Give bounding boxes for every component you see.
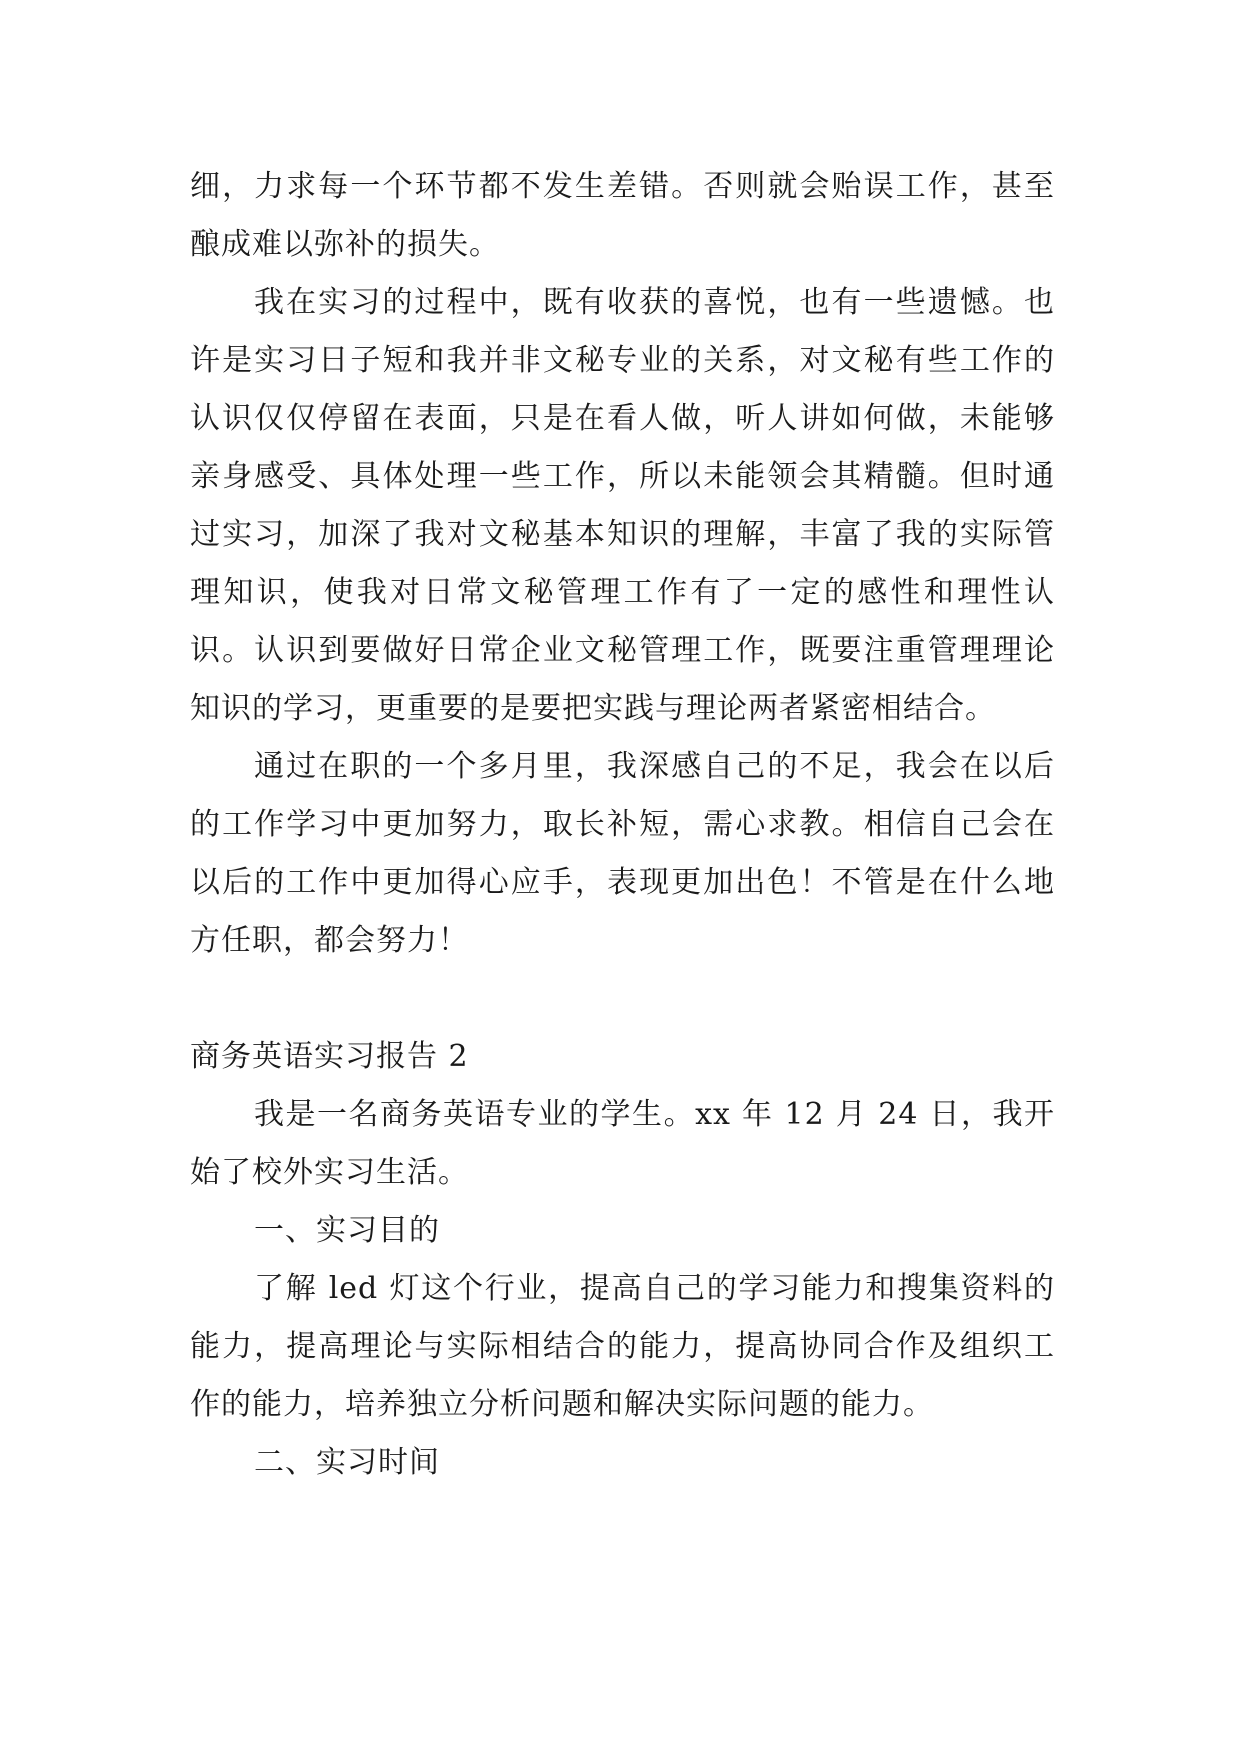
paragraph-purpose: 了解 led 灯这个行业，提高自己的学习能力和搜集资料的能力，提高理论与实际相结合的能力，提高协同合作及组织工作的能力，培养独立分析问题和解决实际问题的能力。 [190, 1271, 1055, 1422]
paragraph-conclusion: 通过在职的一个多月里，我深感自己的不足，我会在以后的工作学习中更加努力，取长补短，需心求教。相信自己会在以后的工作中更加得心应手，表现更加出色！不管是在什么地方任职，都会努力！ [190, 749, 1055, 958]
section-heading: 商务英语实习报告 2 [190, 1039, 469, 1074]
section-gap [190, 970, 1055, 1028]
subheading-purpose: 一、实习目的 [254, 1213, 440, 1248]
paragraph-internship-reflection: 我在实习的过程中，既有收获的喜悦，也有一些遗憾。也许是实习日子短和我并非文秘专业的关系，对文秘有些工作的认识仅仅停留在表面，只是在看人做，听人讲如何做，未能够亲身感受、具体处理一些工作，所以未能领会其精髓。但时通过实习，加深了我对文秘基本知识的理解，丰富了我的实际管理知识，使我对日常文秘管理工作有了一定的感性和理性认识。认识到要做好日常企业文秘管理工作，既要注重管理理论知识的学习，更重要的是要把实践与理论两者紧密相结合。 [190, 285, 1055, 726]
paragraph-intro: 我是一名商务英语专业的学生。xx 年 12 月 24 日，我开始了校外实习生活。 [190, 1097, 1055, 1190]
document-body [190, 158, 1055, 1492]
paragraph-continuation: 细，力求每一个环节都不发生差错。否则就会贻误工作，甚至酿成难以弥补的损失。 [190, 169, 1055, 262]
subheading-time: 二、实习时间 [254, 1445, 440, 1480]
